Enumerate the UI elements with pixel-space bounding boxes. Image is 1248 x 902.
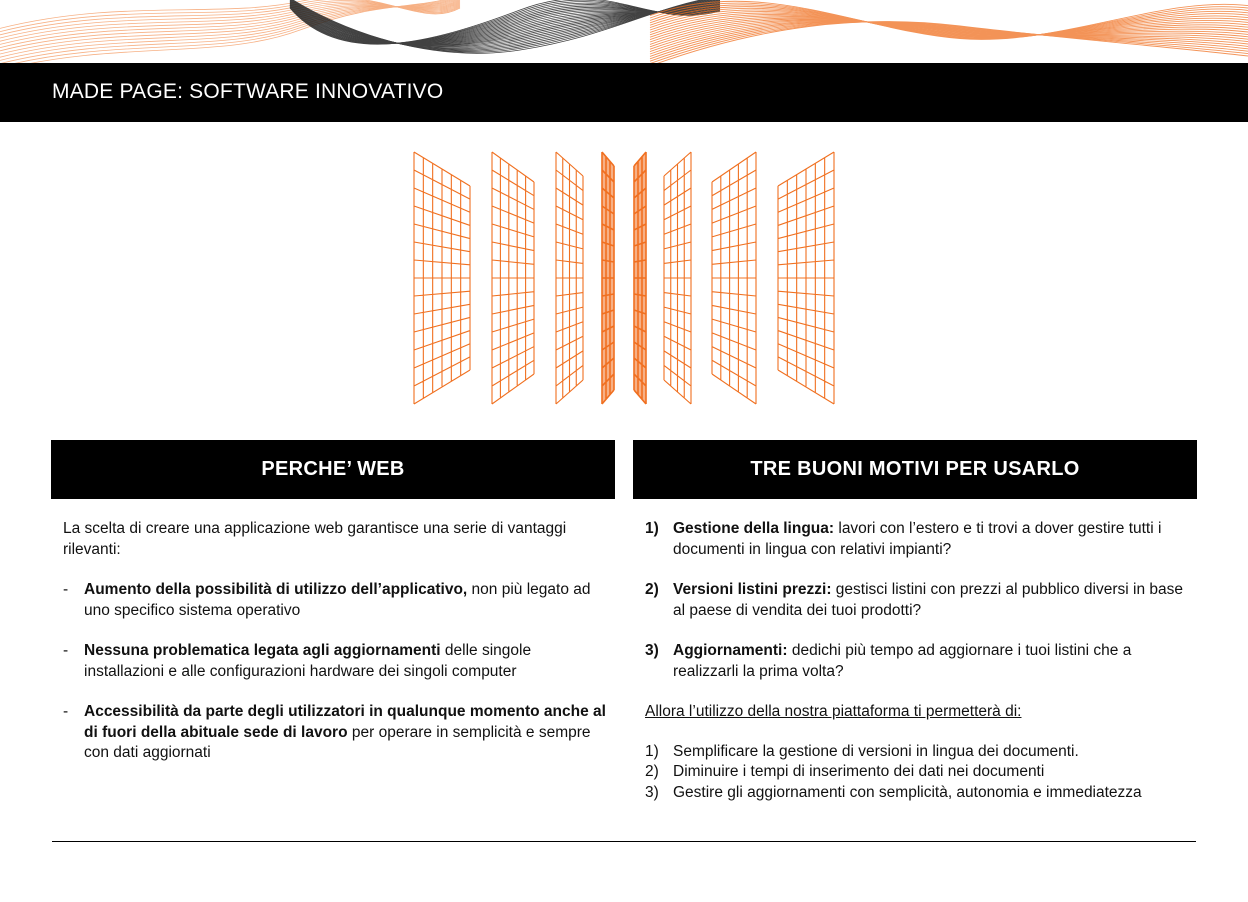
reason-text: dedichi più tempo ad aggiornare i tuoi listini che a realizzarli la prima volta? bbox=[673, 642, 1132, 680]
dash-marker: - bbox=[63, 703, 69, 720]
benefit-text: Gestire gli aggiornamenti con semplicità, autonomia e immediatezza bbox=[673, 783, 1142, 801]
wave-line bbox=[0, 0, 460, 54]
perche-web-heading: PERCHE’ WEB bbox=[51, 440, 615, 499]
benefit-number: 1) bbox=[645, 742, 659, 760]
orange-grid-panels-illustration bbox=[400, 146, 850, 412]
intro-text: La scelta di creare una applicazione web garantisce una serie di vantaggi rilevanti: bbox=[63, 520, 567, 558]
grid-panel bbox=[602, 152, 614, 404]
reason-text: gestisci listini con prezzi al pubblico diversi in base al paese di vendita dei tuoi prodotti? bbox=[673, 581, 1183, 619]
reason-number: 3) bbox=[645, 642, 659, 659]
reason-item bbox=[645, 641, 1195, 682]
reason-number: 1) bbox=[645, 520, 659, 537]
reason-item bbox=[645, 519, 1195, 560]
reason-bold: Aggiornamenti: bbox=[673, 642, 788, 659]
tre-motivi-section bbox=[645, 519, 1195, 803]
dash-marker: - bbox=[63, 581, 69, 598]
benefit-number: 3) bbox=[645, 783, 659, 801]
grid-panel bbox=[778, 152, 834, 404]
reason-text: lavori con l’estero e ti trovi a dover gestire tutti i documenti in lingua con relativi impianti? bbox=[673, 520, 1162, 558]
advantage-item bbox=[63, 580, 608, 621]
advantage-bold: Aumento della possibilità di utilizzo dell’applicativo, bbox=[84, 581, 468, 598]
benefit-item bbox=[645, 762, 1195, 783]
reason-number: 2) bbox=[645, 581, 659, 598]
grid-panel bbox=[634, 152, 646, 404]
grid-panel bbox=[556, 152, 583, 404]
benefit-item bbox=[645, 742, 1195, 763]
benefit-text: Semplificare la gestione di versioni in lingua dei documenti. bbox=[673, 742, 1079, 760]
reason-bold: Gestione della lingua: bbox=[673, 520, 835, 537]
grid-panel bbox=[492, 152, 534, 404]
reason-item bbox=[645, 580, 1195, 621]
advantage-item bbox=[63, 641, 608, 682]
benefit-number: 2) bbox=[645, 763, 659, 780]
decorative-wave-lines bbox=[0, 0, 1248, 64]
grid-panel bbox=[414, 152, 470, 404]
advantage-text: non più legato ad uno specifico sistema operativo bbox=[84, 581, 591, 619]
tre-motivi-heading: TRE BUONI MOTIVI PER USARLO bbox=[633, 440, 1197, 499]
benefits-list bbox=[645, 742, 1195, 804]
dash-marker: - bbox=[63, 642, 69, 659]
advantage-text: delle singole installazioni e alle configurazioni hardware dei singoli computer bbox=[84, 642, 532, 680]
benefit-item bbox=[645, 783, 1195, 804]
grid-panel bbox=[712, 152, 756, 404]
benefit-text: Diminuire i tempi di inserimento dei dati nei documenti bbox=[673, 763, 1045, 780]
title-bar bbox=[0, 63, 1248, 122]
advantage-bold: Nessuna problematica legata agli aggiornamenti bbox=[84, 642, 441, 659]
advantage-bold: Accessibilità da parte degli utilizzatori in qualunque momento anche al di fuori della abituale sede di lavoro bbox=[84, 703, 606, 741]
footer-divider bbox=[52, 841, 1196, 842]
advantage-text: per operare in semplicità e sempre con dati aggiornati bbox=[84, 723, 591, 761]
page-title: MADE PAGE: SOFTWARE INNOVATIVO bbox=[52, 80, 444, 103]
advantage-item bbox=[63, 702, 608, 764]
benefits-intro: Allora l’utilizzo della nostra piattaforma ti permetterà di: bbox=[645, 703, 1022, 720]
perche-web-section bbox=[63, 519, 608, 764]
reason-bold: Versioni listini prezzi: bbox=[673, 581, 832, 598]
grid-panel bbox=[664, 152, 691, 404]
